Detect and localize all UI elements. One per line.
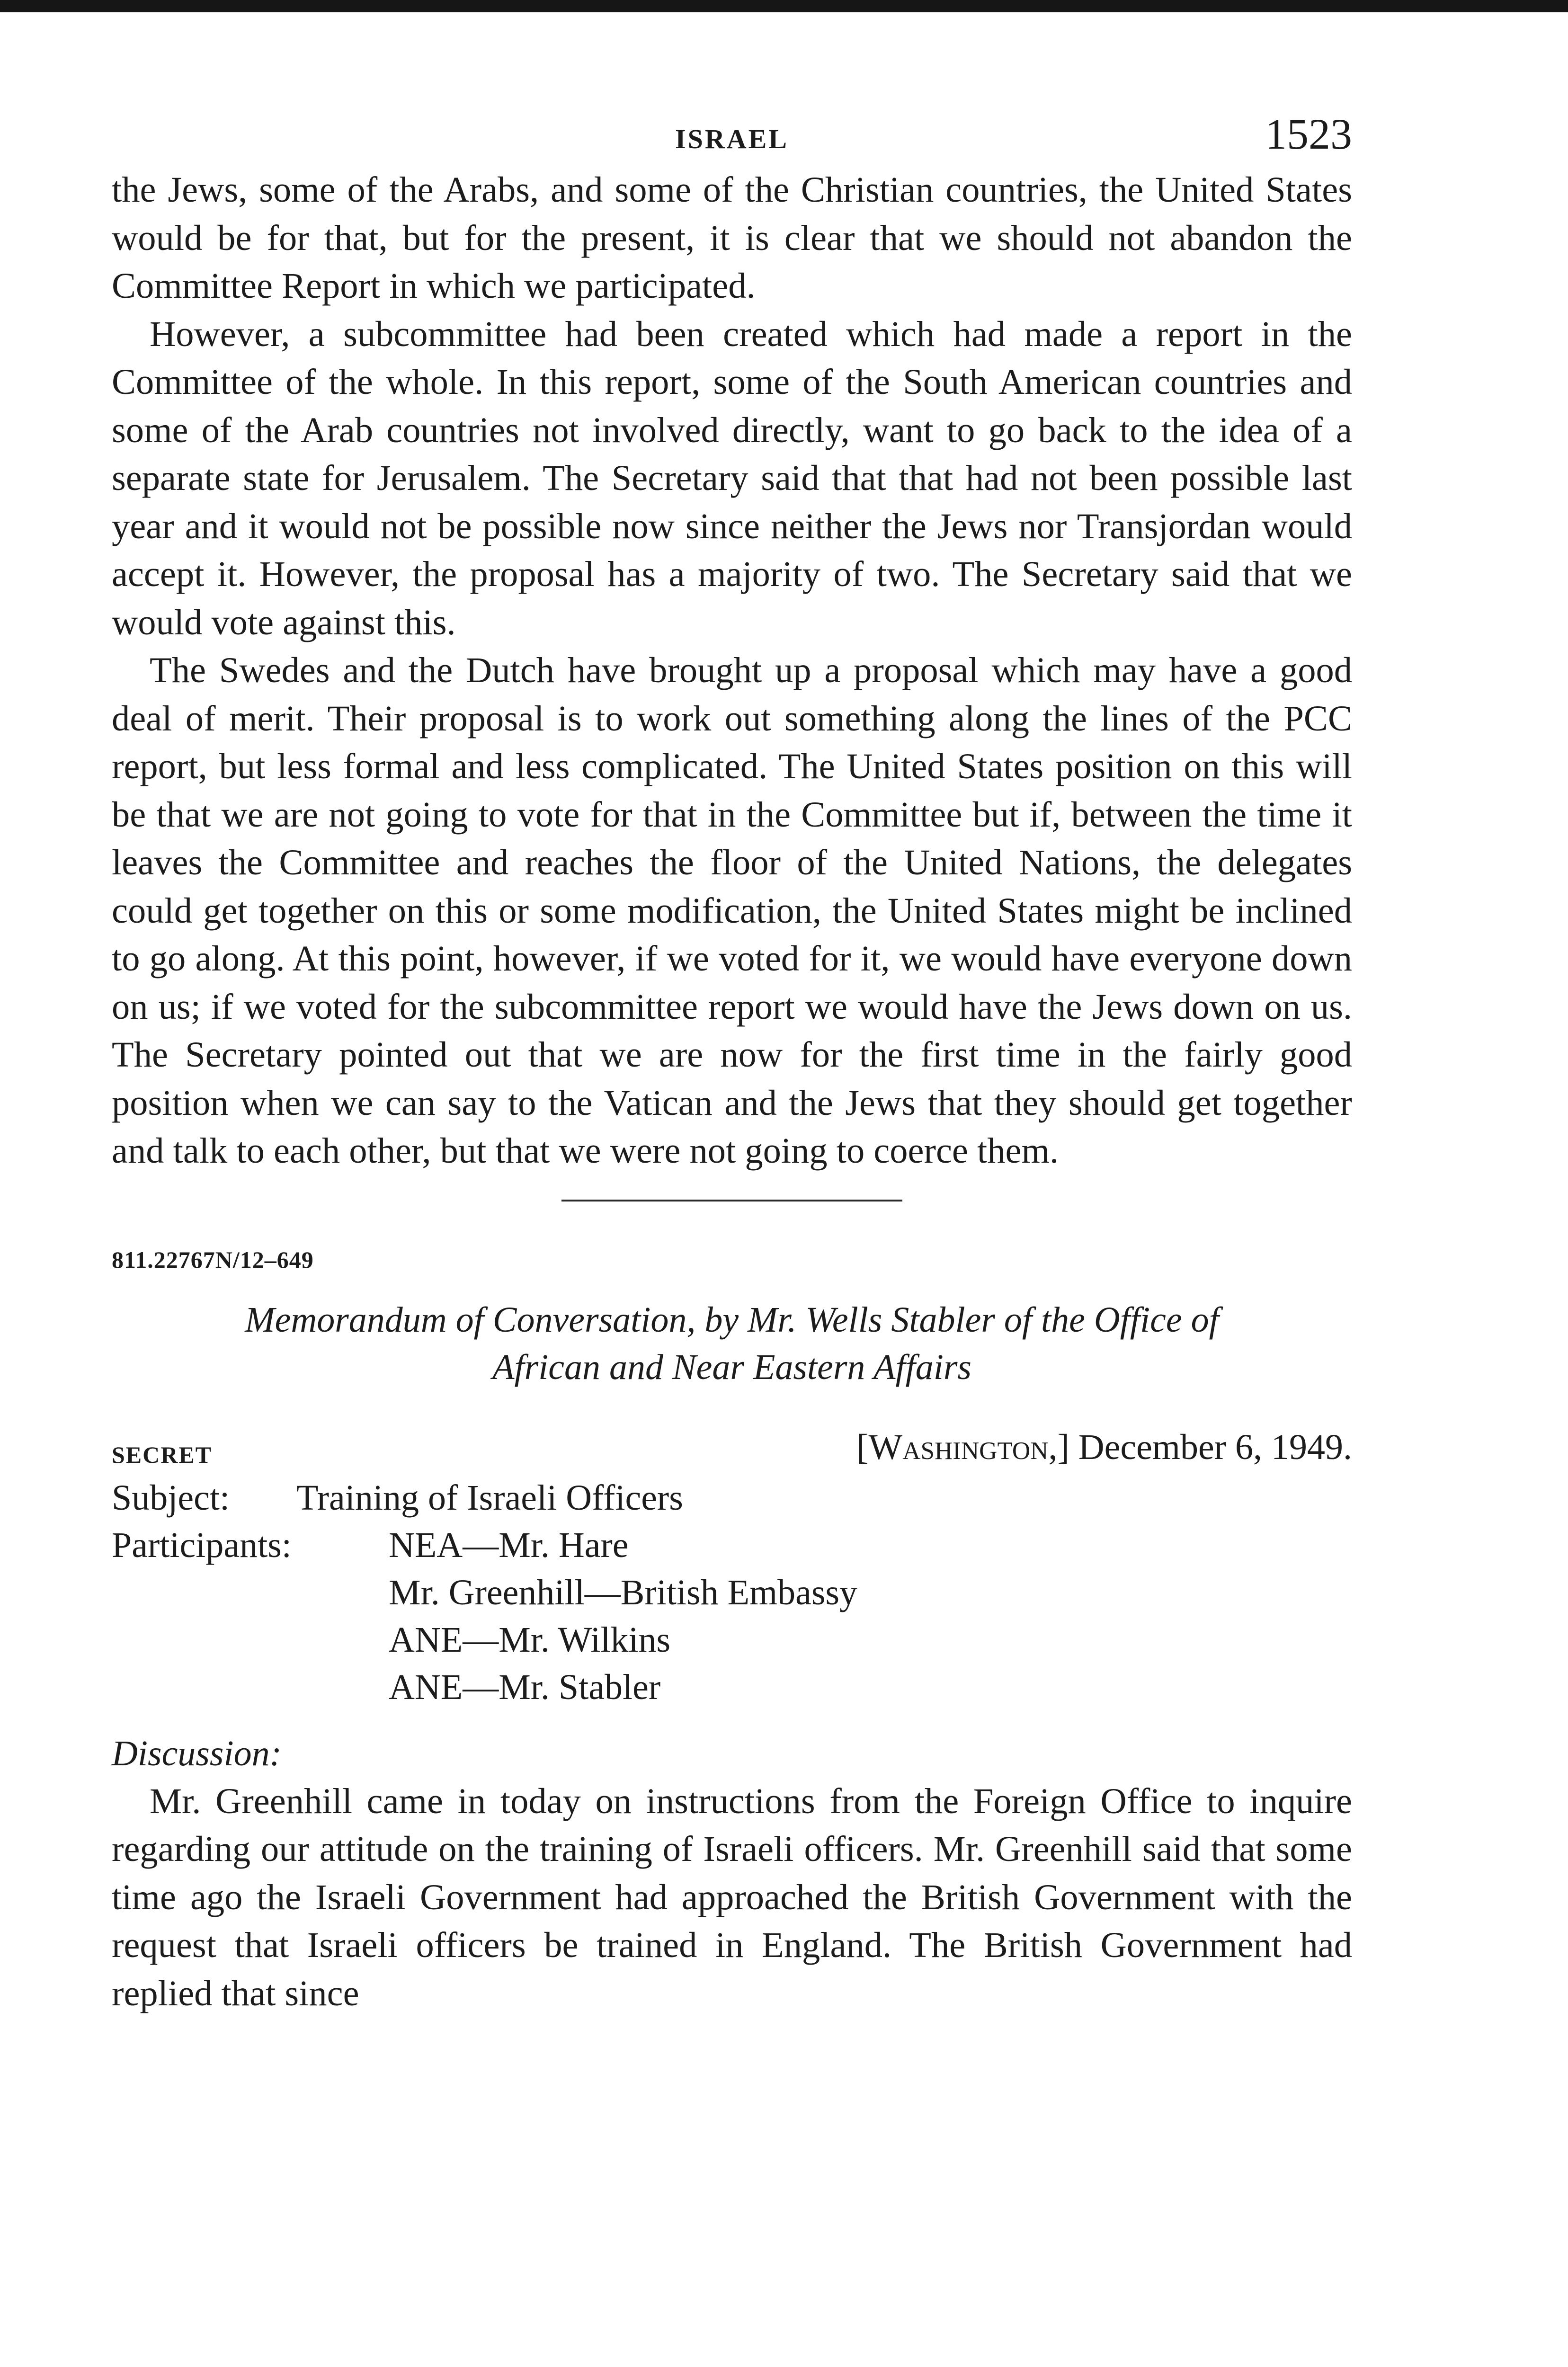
top-border-rule <box>0 0 1568 12</box>
body-paragraph-1: the Jews, some of the Arabs, and some of the Christian countries, the United States would be for that, but for the present, it is clear that we should not abandon the Committee Report in which we participated. <box>112 169 1352 306</box>
dateline-place: Washington <box>868 1427 1049 1467</box>
discussion-heading: Discussion: <box>112 1733 282 1773</box>
dateline-bracket-close: ,] <box>1048 1427 1069 1467</box>
participant-item: ANE—Mr. Wilkins <box>389 1620 671 1660</box>
dateline-date: December 6, 1949. <box>1069 1427 1352 1467</box>
memo-title-line-2: African and Near Eastern Affairs <box>492 1347 971 1387</box>
classification-label: SECRET <box>112 1441 213 1468</box>
memo-title-line-1: Memorandum of Conversation, by Mr. Wells Stabler of the Office of <box>245 1299 1219 1340</box>
running-head <box>112 109 1352 166</box>
participant-item: ANE—Mr. Stabler <box>389 1667 661 1707</box>
body-paragraph-2: However, a subcommittee had been created which had made a report in the Committee of the whole. In this report, some of the South American countries and some of the Arab countries not involved directly, want to go back to the idea of a separate state for Jerusalem. The Secretary said that that had not been possible last year and it would not be possible now since neither the Jews nor Transjordan would accept it. However, the proposal has a majority of two. The Secretary said that we would vote against this. <box>112 313 1352 642</box>
participants-row <box>112 1522 1352 1711</box>
subject-row <box>112 1474 1352 1522</box>
separator-line <box>561 1200 902 1201</box>
participants-label: Participants: <box>112 1525 292 1565</box>
classification-row <box>112 1427 1352 1474</box>
section-separator <box>112 1175 1352 1218</box>
file-number: 811.22767N/12–649 <box>112 1246 314 1273</box>
document-page <box>112 109 1352 2017</box>
participant-item: NEA—Mr. Hare <box>389 1525 629 1565</box>
running-title: ISRAEL <box>675 124 789 154</box>
dateline-bracket-open: [ <box>856 1427 869 1467</box>
discussion-paragraph: Mr. Greenhill came in today on instructions from the Foreign Office to inquire regarding our attitude on the training of Israeli officers. Mr. Greenhill said that some time ago the Israeli Government had approached the British Government with the request that Israeli officers be trained in England. The British Government had replied that since <box>112 1780 1352 2013</box>
memo-title <box>112 1296 1352 1391</box>
participant-list <box>389 1522 857 1711</box>
subject-label: Subject: <box>112 1477 230 1518</box>
dateline <box>856 1427 1352 1468</box>
subject-value: Training of Israeli Officers <box>296 1477 683 1518</box>
page-number: 1523 <box>1265 110 1352 158</box>
body-paragraph-3: The Swedes and the Dutch have brought up a proposal which may have a good deal of merit. Their proposal is to work out something along the lines of the PCC report, but less formal and less complicated. The United States position on this will be that we are not going to vote for that in the Committee but if, between the time it leaves the Committee and reaches the floor of the United Nations, the delegates could get together on this or some modification, the United States might be inclined to go along. At this point, however, if we voted for it, we would have everyone down on us; if we voted for the subcommittee report we would have the Jews down on us. The Secretary pointed out that we are now for the first time in the fairly good position when we can say to the Vatican and the Jews that they should get together and talk to each other, but that we were not going to coerce them. <box>112 650 1352 1171</box>
participant-item: Mr. Greenhill—British Embassy <box>389 1572 858 1612</box>
